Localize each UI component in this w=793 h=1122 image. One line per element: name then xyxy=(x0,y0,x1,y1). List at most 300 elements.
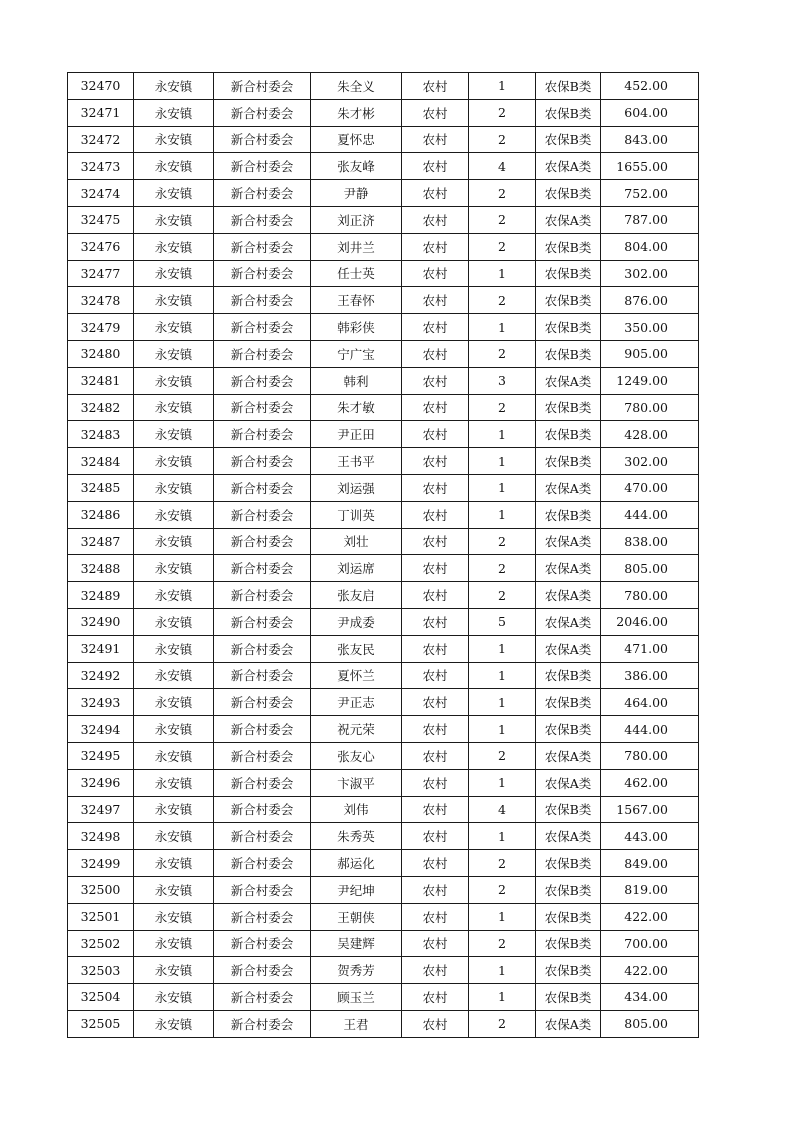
village-committee-cell: 新合村委会 xyxy=(214,850,311,877)
town-cell: 永安镇 xyxy=(134,555,214,582)
village-committee-cell: 新合村委会 xyxy=(214,1010,311,1037)
village-committee-cell: 新合村委会 xyxy=(214,984,311,1011)
household-count-cell: 1 xyxy=(469,474,536,501)
amount-cell: 470.00 xyxy=(601,474,699,501)
person-name-cell: 朱秀英 xyxy=(311,823,402,850)
amount-cell: 443.00 xyxy=(601,823,699,850)
insurance-category-cell: 农保B类 xyxy=(536,957,601,984)
amount-cell: 428.00 xyxy=(601,421,699,448)
insurance-category-cell: 农保B类 xyxy=(536,180,601,207)
person-name-cell: 吴建辉 xyxy=(311,930,402,957)
insurance-category-cell: 农保A类 xyxy=(536,1010,601,1037)
table-row xyxy=(68,662,699,689)
table-row xyxy=(68,984,699,1011)
amount-cell: 905.00 xyxy=(601,340,699,367)
area-type-cell: 农村 xyxy=(402,421,469,448)
area-type-cell: 农村 xyxy=(402,206,469,233)
village-committee-cell: 新合村委会 xyxy=(214,153,311,180)
village-committee-cell: 新合村委会 xyxy=(214,555,311,582)
amount-cell: 302.00 xyxy=(601,260,699,287)
table-row xyxy=(68,501,699,528)
village-committee-cell: 新合村委会 xyxy=(214,287,311,314)
amount-cell: 804.00 xyxy=(601,233,699,260)
village-committee-cell: 新合村委会 xyxy=(214,608,311,635)
record-id-cell: 32478 xyxy=(68,287,134,314)
village-committee-cell: 新合村委会 xyxy=(214,528,311,555)
insurance-category-cell: 农保A类 xyxy=(536,608,601,635)
town-cell: 永安镇 xyxy=(134,474,214,501)
table-row xyxy=(68,314,699,341)
town-cell: 永安镇 xyxy=(134,528,214,555)
insurance-category-cell: 农保A类 xyxy=(536,153,601,180)
area-type-cell: 农村 xyxy=(402,823,469,850)
area-type-cell: 农村 xyxy=(402,153,469,180)
table-row xyxy=(68,474,699,501)
person-name-cell: 刘运强 xyxy=(311,474,402,501)
town-cell: 永安镇 xyxy=(134,796,214,823)
insurance-category-cell: 农保B类 xyxy=(536,448,601,475)
amount-cell: 780.00 xyxy=(601,394,699,421)
table-row xyxy=(68,126,699,153)
person-name-cell: 郝运化 xyxy=(311,850,402,877)
table-row xyxy=(68,153,699,180)
village-committee-cell: 新合村委会 xyxy=(214,394,311,421)
table-row xyxy=(68,99,699,126)
household-count-cell: 1 xyxy=(469,716,536,743)
area-type-cell: 农村 xyxy=(402,769,469,796)
insurance-category-cell: 农保B类 xyxy=(536,314,601,341)
record-id-cell: 32499 xyxy=(68,850,134,877)
town-cell: 永安镇 xyxy=(134,367,214,394)
insurance-category-cell: 农保A类 xyxy=(536,206,601,233)
person-name-cell: 尹静 xyxy=(311,180,402,207)
town-cell: 永安镇 xyxy=(134,1010,214,1037)
table-row xyxy=(68,930,699,957)
village-committee-cell: 新合村委会 xyxy=(214,662,311,689)
household-count-cell: 5 xyxy=(469,608,536,635)
area-type-cell: 农村 xyxy=(402,314,469,341)
table-row xyxy=(68,340,699,367)
record-id-cell: 32500 xyxy=(68,876,134,903)
record-id-cell: 32505 xyxy=(68,1010,134,1037)
insurance-category-cell: 农保A类 xyxy=(536,823,601,850)
person-name-cell: 夏怀兰 xyxy=(311,662,402,689)
record-id-cell: 32493 xyxy=(68,689,134,716)
household-count-cell: 3 xyxy=(469,367,536,394)
insurance-category-cell: 农保B类 xyxy=(536,903,601,930)
person-name-cell: 朱才彬 xyxy=(311,99,402,126)
town-cell: 永安镇 xyxy=(134,716,214,743)
town-cell: 永安镇 xyxy=(134,314,214,341)
town-cell: 永安镇 xyxy=(134,421,214,448)
area-type-cell: 农村 xyxy=(402,233,469,260)
area-type-cell: 农村 xyxy=(402,180,469,207)
village-committee-cell: 新合村委会 xyxy=(214,796,311,823)
record-id-cell: 32484 xyxy=(68,448,134,475)
household-count-cell: 2 xyxy=(469,850,536,877)
town-cell: 永安镇 xyxy=(134,448,214,475)
insurance-category-cell: 农保B类 xyxy=(536,501,601,528)
amount-cell: 700.00 xyxy=(601,930,699,957)
town-cell: 永安镇 xyxy=(134,153,214,180)
household-count-cell: 1 xyxy=(469,73,536,100)
village-committee-cell: 新合村委会 xyxy=(214,876,311,903)
record-id-cell: 32492 xyxy=(68,662,134,689)
record-id-cell: 32479 xyxy=(68,314,134,341)
insurance-category-cell: 农保B类 xyxy=(536,394,601,421)
area-type-cell: 农村 xyxy=(402,394,469,421)
table-row xyxy=(68,180,699,207)
town-cell: 永安镇 xyxy=(134,287,214,314)
amount-cell: 1655.00 xyxy=(601,153,699,180)
town-cell: 永安镇 xyxy=(134,635,214,662)
village-committee-cell: 新合村委会 xyxy=(214,367,311,394)
table-row xyxy=(68,421,699,448)
table-body xyxy=(68,73,699,1038)
person-name-cell: 张友心 xyxy=(311,742,402,769)
person-name-cell: 刘正济 xyxy=(311,206,402,233)
insurance-category-cell: 农保A类 xyxy=(536,474,601,501)
village-committee-cell: 新合村委会 xyxy=(214,99,311,126)
person-name-cell: 王书平 xyxy=(311,448,402,475)
record-id-cell: 32483 xyxy=(68,421,134,448)
person-name-cell: 尹成委 xyxy=(311,608,402,635)
household-count-cell: 4 xyxy=(469,153,536,180)
table-row xyxy=(68,823,699,850)
area-type-cell: 农村 xyxy=(402,984,469,1011)
household-count-cell: 1 xyxy=(469,903,536,930)
town-cell: 永安镇 xyxy=(134,260,214,287)
table-row xyxy=(68,876,699,903)
village-committee-cell: 新合村委会 xyxy=(214,957,311,984)
insurance-category-cell: 农保B类 xyxy=(536,126,601,153)
area-type-cell: 农村 xyxy=(402,796,469,823)
town-cell: 永安镇 xyxy=(134,608,214,635)
household-count-cell: 1 xyxy=(469,314,536,341)
amount-cell: 787.00 xyxy=(601,206,699,233)
table-row xyxy=(68,716,699,743)
town-cell: 永安镇 xyxy=(134,662,214,689)
record-id-cell: 32494 xyxy=(68,716,134,743)
record-id-cell: 32480 xyxy=(68,340,134,367)
household-count-cell: 1 xyxy=(469,662,536,689)
amount-cell: 422.00 xyxy=(601,957,699,984)
insurance-category-cell: 农保B类 xyxy=(536,662,601,689)
town-cell: 永安镇 xyxy=(134,850,214,877)
amount-cell: 2046.00 xyxy=(601,608,699,635)
record-id-cell: 32497 xyxy=(68,796,134,823)
person-name-cell: 张友民 xyxy=(311,635,402,662)
record-id-cell: 32504 xyxy=(68,984,134,1011)
record-id-cell: 32502 xyxy=(68,930,134,957)
table-row xyxy=(68,957,699,984)
record-id-cell: 32470 xyxy=(68,73,134,100)
table-row xyxy=(68,260,699,287)
amount-cell: 1249.00 xyxy=(601,367,699,394)
amount-cell: 350.00 xyxy=(601,314,699,341)
table-row xyxy=(68,528,699,555)
person-name-cell: 刘伟 xyxy=(311,796,402,823)
amount-cell: 780.00 xyxy=(601,582,699,609)
record-id-cell: 32477 xyxy=(68,260,134,287)
table-row xyxy=(68,903,699,930)
household-count-cell: 2 xyxy=(469,180,536,207)
amount-cell: 843.00 xyxy=(601,126,699,153)
record-id-cell: 32476 xyxy=(68,233,134,260)
insurance-category-cell: 农保B类 xyxy=(536,930,601,957)
household-count-cell: 1 xyxy=(469,501,536,528)
town-cell: 永安镇 xyxy=(134,340,214,367)
insurance-category-cell: 农保B类 xyxy=(536,689,601,716)
record-id-cell: 32471 xyxy=(68,99,134,126)
area-type-cell: 农村 xyxy=(402,689,469,716)
village-committee-cell: 新合村委会 xyxy=(214,903,311,930)
person-name-cell: 朱才敏 xyxy=(311,394,402,421)
amount-cell: 819.00 xyxy=(601,876,699,903)
person-name-cell: 张友峰 xyxy=(311,153,402,180)
person-name-cell: 宁广宝 xyxy=(311,340,402,367)
person-name-cell: 刘井兰 xyxy=(311,233,402,260)
amount-cell: 604.00 xyxy=(601,99,699,126)
village-committee-cell: 新合村委会 xyxy=(214,635,311,662)
town-cell: 永安镇 xyxy=(134,233,214,260)
village-committee-cell: 新合村委会 xyxy=(214,180,311,207)
amount-cell: 434.00 xyxy=(601,984,699,1011)
record-id-cell: 32495 xyxy=(68,742,134,769)
town-cell: 永安镇 xyxy=(134,206,214,233)
town-cell: 永安镇 xyxy=(134,742,214,769)
area-type-cell: 农村 xyxy=(402,126,469,153)
record-id-cell: 32503 xyxy=(68,957,134,984)
amount-cell: 422.00 xyxy=(601,903,699,930)
town-cell: 永安镇 xyxy=(134,903,214,930)
area-type-cell: 农村 xyxy=(402,260,469,287)
person-name-cell: 王春怀 xyxy=(311,287,402,314)
amount-cell: 805.00 xyxy=(601,555,699,582)
amount-cell: 1567.00 xyxy=(601,796,699,823)
table-row xyxy=(68,233,699,260)
person-name-cell: 祝元荣 xyxy=(311,716,402,743)
area-type-cell: 农村 xyxy=(402,501,469,528)
table-row xyxy=(68,769,699,796)
village-committee-cell: 新合村委会 xyxy=(214,823,311,850)
insurance-category-cell: 农保A类 xyxy=(536,769,601,796)
town-cell: 永安镇 xyxy=(134,394,214,421)
person-name-cell: 尹正田 xyxy=(311,421,402,448)
household-count-cell: 1 xyxy=(469,957,536,984)
amount-cell: 386.00 xyxy=(601,662,699,689)
record-id-cell: 32501 xyxy=(68,903,134,930)
insurance-category-cell: 农保B类 xyxy=(536,421,601,448)
village-committee-cell: 新合村委会 xyxy=(214,448,311,475)
assistance-table xyxy=(67,72,699,1038)
record-id-cell: 32481 xyxy=(68,367,134,394)
village-committee-cell: 新合村委会 xyxy=(214,421,311,448)
insurance-category-cell: 农保A类 xyxy=(536,582,601,609)
insurance-category-cell: 农保B类 xyxy=(536,287,601,314)
household-count-cell: 2 xyxy=(469,528,536,555)
town-cell: 永安镇 xyxy=(134,689,214,716)
town-cell: 永安镇 xyxy=(134,126,214,153)
table-row xyxy=(68,850,699,877)
record-id-cell: 32496 xyxy=(68,769,134,796)
table-row xyxy=(68,689,699,716)
record-id-cell: 32498 xyxy=(68,823,134,850)
table-row xyxy=(68,1010,699,1037)
table-row xyxy=(68,206,699,233)
insurance-category-cell: 农保A类 xyxy=(536,528,601,555)
insurance-category-cell: 农保B类 xyxy=(536,99,601,126)
area-type-cell: 农村 xyxy=(402,528,469,555)
household-count-cell: 2 xyxy=(469,582,536,609)
household-count-cell: 2 xyxy=(469,876,536,903)
area-type-cell: 农村 xyxy=(402,957,469,984)
area-type-cell: 农村 xyxy=(402,367,469,394)
table-row xyxy=(68,796,699,823)
area-type-cell: 农村 xyxy=(402,742,469,769)
insurance-category-cell: 农保A类 xyxy=(536,367,601,394)
village-committee-cell: 新合村委会 xyxy=(214,689,311,716)
town-cell: 永安镇 xyxy=(134,876,214,903)
town-cell: 永安镇 xyxy=(134,769,214,796)
household-count-cell: 1 xyxy=(469,635,536,662)
household-count-cell: 2 xyxy=(469,287,536,314)
amount-cell: 876.00 xyxy=(601,287,699,314)
household-count-cell: 1 xyxy=(469,769,536,796)
amount-cell: 780.00 xyxy=(601,742,699,769)
record-id-cell: 32473 xyxy=(68,153,134,180)
person-name-cell: 韩彩侠 xyxy=(311,314,402,341)
area-type-cell: 农村 xyxy=(402,73,469,100)
amount-cell: 838.00 xyxy=(601,528,699,555)
insurance-category-cell: 农保B类 xyxy=(536,850,601,877)
area-type-cell: 农村 xyxy=(402,876,469,903)
household-count-cell: 2 xyxy=(469,394,536,421)
person-name-cell: 刘壮 xyxy=(311,528,402,555)
town-cell: 永安镇 xyxy=(134,501,214,528)
town-cell: 永安镇 xyxy=(134,73,214,100)
village-committee-cell: 新合村委会 xyxy=(214,742,311,769)
household-count-cell: 1 xyxy=(469,823,536,850)
table-row xyxy=(68,287,699,314)
table-row xyxy=(68,367,699,394)
amount-cell: 805.00 xyxy=(601,1010,699,1037)
town-cell: 永安镇 xyxy=(134,984,214,1011)
record-id-cell: 32485 xyxy=(68,474,134,501)
insurance-category-cell: 农保B类 xyxy=(536,876,601,903)
person-name-cell: 王君 xyxy=(311,1010,402,1037)
table-row xyxy=(68,394,699,421)
town-cell: 永安镇 xyxy=(134,180,214,207)
insurance-category-cell: 农保B类 xyxy=(536,73,601,100)
town-cell: 永安镇 xyxy=(134,957,214,984)
area-type-cell: 农村 xyxy=(402,448,469,475)
household-count-cell: 2 xyxy=(469,126,536,153)
area-type-cell: 农村 xyxy=(402,474,469,501)
record-id-cell: 32475 xyxy=(68,206,134,233)
household-count-cell: 2 xyxy=(469,99,536,126)
town-cell: 永安镇 xyxy=(134,930,214,957)
household-count-cell: 1 xyxy=(469,448,536,475)
area-type-cell: 农村 xyxy=(402,903,469,930)
table-row xyxy=(68,555,699,582)
person-name-cell: 韩利 xyxy=(311,367,402,394)
amount-cell: 444.00 xyxy=(601,501,699,528)
household-count-cell: 2 xyxy=(469,233,536,260)
amount-cell: 462.00 xyxy=(601,769,699,796)
amount-cell: 452.00 xyxy=(601,73,699,100)
household-count-cell: 4 xyxy=(469,796,536,823)
household-count-cell: 2 xyxy=(469,340,536,367)
area-type-cell: 农村 xyxy=(402,930,469,957)
person-name-cell: 丁训英 xyxy=(311,501,402,528)
person-name-cell: 刘运席 xyxy=(311,555,402,582)
table-row xyxy=(68,582,699,609)
amount-cell: 471.00 xyxy=(601,635,699,662)
person-name-cell: 张友启 xyxy=(311,582,402,609)
person-name-cell: 夏怀忠 xyxy=(311,126,402,153)
record-id-cell: 32491 xyxy=(68,635,134,662)
household-count-cell: 1 xyxy=(469,260,536,287)
record-id-cell: 32487 xyxy=(68,528,134,555)
amount-cell: 444.00 xyxy=(601,716,699,743)
table-row xyxy=(68,635,699,662)
village-committee-cell: 新合村委会 xyxy=(214,126,311,153)
town-cell: 永安镇 xyxy=(134,582,214,609)
village-committee-cell: 新合村委会 xyxy=(214,769,311,796)
area-type-cell: 农村 xyxy=(402,99,469,126)
insurance-category-cell: 农保B类 xyxy=(536,260,601,287)
amount-cell: 302.00 xyxy=(601,448,699,475)
village-committee-cell: 新合村委会 xyxy=(214,582,311,609)
area-type-cell: 农村 xyxy=(402,608,469,635)
area-type-cell: 农村 xyxy=(402,662,469,689)
area-type-cell: 农村 xyxy=(402,1010,469,1037)
village-committee-cell: 新合村委会 xyxy=(214,73,311,100)
record-id-cell: 32482 xyxy=(68,394,134,421)
amount-cell: 849.00 xyxy=(601,850,699,877)
insurance-category-cell: 农保B类 xyxy=(536,233,601,260)
person-name-cell: 贺秀芳 xyxy=(311,957,402,984)
person-name-cell: 朱全义 xyxy=(311,73,402,100)
record-id-cell: 32488 xyxy=(68,555,134,582)
area-type-cell: 农村 xyxy=(402,635,469,662)
village-committee-cell: 新合村委会 xyxy=(214,314,311,341)
person-name-cell: 任士英 xyxy=(311,260,402,287)
insurance-category-cell: 农保A类 xyxy=(536,635,601,662)
table-row xyxy=(68,448,699,475)
village-committee-cell: 新合村委会 xyxy=(214,716,311,743)
person-name-cell: 顾玉兰 xyxy=(311,984,402,1011)
person-name-cell: 卞淑平 xyxy=(311,769,402,796)
household-count-cell: 2 xyxy=(469,1010,536,1037)
insurance-category-cell: 农保A类 xyxy=(536,555,601,582)
insurance-category-cell: 农保B类 xyxy=(536,796,601,823)
person-name-cell: 王朝侠 xyxy=(311,903,402,930)
record-id-cell: 32490 xyxy=(68,608,134,635)
record-id-cell: 32474 xyxy=(68,180,134,207)
area-type-cell: 农村 xyxy=(402,850,469,877)
household-count-cell: 1 xyxy=(469,421,536,448)
record-id-cell: 32486 xyxy=(68,501,134,528)
person-name-cell: 尹纪坤 xyxy=(311,876,402,903)
insurance-category-cell: 农保B类 xyxy=(536,984,601,1011)
insurance-category-cell: 农保B类 xyxy=(536,716,601,743)
village-committee-cell: 新合村委会 xyxy=(214,501,311,528)
insurance-category-cell: 农保A类 xyxy=(536,742,601,769)
household-count-cell: 1 xyxy=(469,689,536,716)
table-row xyxy=(68,742,699,769)
